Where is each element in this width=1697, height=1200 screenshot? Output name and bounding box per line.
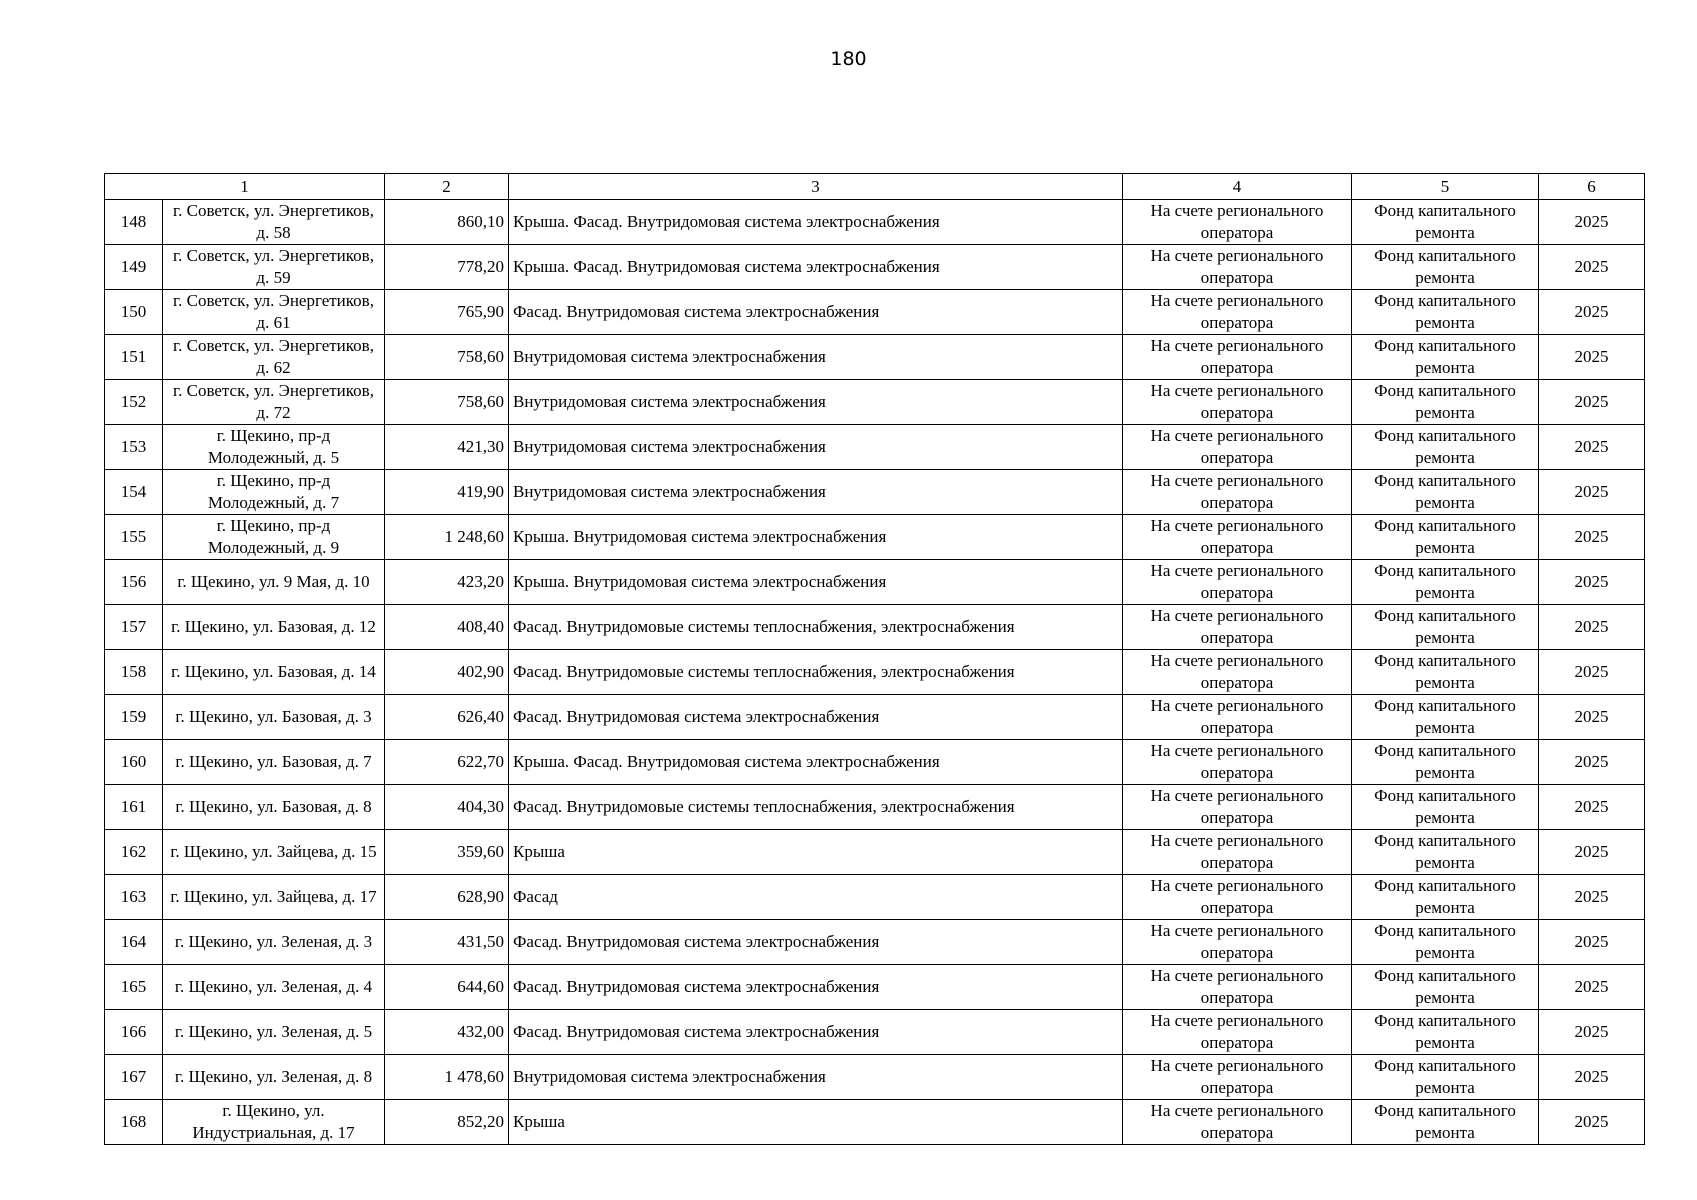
area-cell: 419,90: [385, 470, 509, 515]
repair-works-cell: Фасад. Внутридомовая система электроснабжения: [509, 1010, 1123, 1055]
area-cell: 404,30: [385, 785, 509, 830]
address-cell: г. Щекино, ул. Зеленая, д. 4: [163, 965, 385, 1010]
year-cell: 2025: [1539, 335, 1645, 380]
funding-source-cell: Фонд капитального ремонта: [1352, 605, 1539, 650]
repair-works-cell: Внутридомовая система электроснабжения: [509, 380, 1123, 425]
year-cell: 2025: [1539, 245, 1645, 290]
account-type-cell: На счете регионального оператора: [1123, 245, 1352, 290]
year-cell: 2025: [1539, 1055, 1645, 1100]
table-row: [105, 650, 1645, 695]
row-number-cell: 155: [105, 515, 163, 560]
row-number-cell: 154: [105, 470, 163, 515]
address-cell: г. Советск, ул. Энергетиков, д. 61: [163, 290, 385, 335]
row-number-cell: 160: [105, 740, 163, 785]
repair-works-cell: Внутридомовая система электроснабжения: [509, 335, 1123, 380]
column-header-5: 5: [1352, 174, 1539, 200]
table-row: [105, 830, 1645, 875]
year-cell: 2025: [1539, 425, 1645, 470]
address-cell: г. Щекино, ул. Базовая, д. 12: [163, 605, 385, 650]
area-cell: 852,20: [385, 1100, 509, 1145]
repair-works-cell: Фасад. Внутридомовые системы теплоснабжения, электроснабжения: [509, 650, 1123, 695]
account-type-cell: На счете регионального оператора: [1123, 785, 1352, 830]
column-header-3: 3: [509, 174, 1123, 200]
area-cell: 1 478,60: [385, 1055, 509, 1100]
row-number-cell: 162: [105, 830, 163, 875]
funding-source-cell: Фонд капитального ремонта: [1352, 245, 1539, 290]
funding-source-cell: Фонд капитального ремонта: [1352, 425, 1539, 470]
funding-source-cell: Фонд капитального ремонта: [1352, 785, 1539, 830]
repair-works-cell: Фасад. Внутридомовая система электроснабжения: [509, 695, 1123, 740]
table-row: [105, 695, 1645, 740]
row-number-cell: 168: [105, 1100, 163, 1145]
account-type-cell: На счете регионального оператора: [1123, 920, 1352, 965]
area-cell: 423,20: [385, 560, 509, 605]
year-cell: 2025: [1539, 560, 1645, 605]
account-type-cell: На счете регионального оператора: [1123, 290, 1352, 335]
funding-source-cell: Фонд капитального ремонта: [1352, 875, 1539, 920]
row-number-cell: 151: [105, 335, 163, 380]
column-header-4: 4: [1123, 174, 1352, 200]
year-cell: 2025: [1539, 380, 1645, 425]
column-number-row: [105, 174, 1645, 200]
row-number-cell: 165: [105, 965, 163, 1010]
row-number-cell: 156: [105, 560, 163, 605]
year-cell: 2025: [1539, 515, 1645, 560]
area-cell: 626,40: [385, 695, 509, 740]
funding-source-cell: Фонд капитального ремонта: [1352, 470, 1539, 515]
year-cell: 2025: [1539, 875, 1645, 920]
funding-source-cell: Фонд капитального ремонта: [1352, 560, 1539, 605]
year-cell: 2025: [1539, 785, 1645, 830]
repair-works-cell: Фасад. Внутридомовые системы теплоснабжения, электроснабжения: [509, 605, 1123, 650]
year-cell: 2025: [1539, 920, 1645, 965]
year-cell: 2025: [1539, 200, 1645, 245]
table-row: [105, 290, 1645, 335]
funding-source-cell: Фонд капитального ремонта: [1352, 1100, 1539, 1145]
row-number-cell: 152: [105, 380, 163, 425]
row-number-cell: 148: [105, 200, 163, 245]
account-type-cell: На счете регионального оператора: [1123, 470, 1352, 515]
account-type-cell: На счете регионального оператора: [1123, 515, 1352, 560]
row-number-cell: 153: [105, 425, 163, 470]
repair-works-cell: Крыша. Фасад. Внутридомовая система электроснабжения: [509, 740, 1123, 785]
table-row: [105, 200, 1645, 245]
area-cell: 421,30: [385, 425, 509, 470]
address-cell: г. Щекино, ул. Базовая, д. 3: [163, 695, 385, 740]
row-number-cell: 163: [105, 875, 163, 920]
repair-works-cell: Крыша: [509, 830, 1123, 875]
table-body: [105, 174, 1645, 1145]
area-cell: 431,50: [385, 920, 509, 965]
row-number-cell: 157: [105, 605, 163, 650]
row-number-cell: 159: [105, 695, 163, 740]
table-row: [105, 605, 1645, 650]
area-cell: 402,90: [385, 650, 509, 695]
account-type-cell: На счете регионального оператора: [1123, 200, 1352, 245]
account-type-cell: На счете регионального оператора: [1123, 1100, 1352, 1145]
table-row: [105, 1100, 1645, 1145]
repair-works-cell: Фасад. Внутридомовая система электроснабжения: [509, 920, 1123, 965]
area-cell: 778,20: [385, 245, 509, 290]
account-type-cell: На счете регионального оператора: [1123, 425, 1352, 470]
area-cell: 758,60: [385, 380, 509, 425]
area-cell: 628,90: [385, 875, 509, 920]
repair-works-cell: Крыша: [509, 1100, 1123, 1145]
year-cell: 2025: [1539, 695, 1645, 740]
repair-works-cell: Фасад. Внутридомовая система электроснабжения: [509, 290, 1123, 335]
funding-source-cell: Фонд капитального ремонта: [1352, 380, 1539, 425]
repair-works-cell: Фасад: [509, 875, 1123, 920]
row-number-cell: 149: [105, 245, 163, 290]
account-type-cell: На счете регионального оператора: [1123, 650, 1352, 695]
area-cell: 860,10: [385, 200, 509, 245]
table-row: [105, 245, 1645, 290]
address-cell: г. Щекино, ул. Зеленая, д. 3: [163, 920, 385, 965]
account-type-cell: На счете регионального оператора: [1123, 560, 1352, 605]
area-cell: 622,70: [385, 740, 509, 785]
funding-source-cell: Фонд капитального ремонта: [1352, 920, 1539, 965]
row-number-cell: 166: [105, 1010, 163, 1055]
account-type-cell: На счете регионального оператора: [1123, 830, 1352, 875]
area-cell: 758,60: [385, 335, 509, 380]
table-row: [105, 1055, 1645, 1100]
repair-works-cell: Крыша. Внутридомовая система электроснабжения: [509, 515, 1123, 560]
year-cell: 2025: [1539, 1100, 1645, 1145]
capital-repair-table: [104, 173, 1645, 1145]
year-cell: 2025: [1539, 650, 1645, 695]
funding-source-cell: Фонд капитального ремонта: [1352, 965, 1539, 1010]
address-cell: г. Советск, ул. Энергетиков, д. 62: [163, 335, 385, 380]
table-row: [105, 335, 1645, 380]
address-cell: г. Щекино, ул. Зайцева, д. 17: [163, 875, 385, 920]
repair-works-cell: Внутридомовая система электроснабжения: [509, 470, 1123, 515]
address-cell: г. Советск, ул. Энергетиков, д. 72: [163, 380, 385, 425]
page-number: 180: [830, 48, 867, 70]
address-cell: г. Щекино, ул. Зайцева, д. 15: [163, 830, 385, 875]
area-cell: 765,90: [385, 290, 509, 335]
year-cell: 2025: [1539, 290, 1645, 335]
table-row: [105, 380, 1645, 425]
account-type-cell: На счете регионального оператора: [1123, 1010, 1352, 1055]
table-row: [105, 1010, 1645, 1055]
account-type-cell: На счете регионального оператора: [1123, 875, 1352, 920]
table-row: [105, 560, 1645, 605]
account-type-cell: На счете регионального оператора: [1123, 1055, 1352, 1100]
area-cell: 359,60: [385, 830, 509, 875]
address-cell: г. Щекино, ул. 9 Мая, д. 10: [163, 560, 385, 605]
row-number-cell: 167: [105, 1055, 163, 1100]
address-cell: г. Щекино, пр-д Молодежный, д. 7: [163, 470, 385, 515]
row-number-cell: 161: [105, 785, 163, 830]
address-cell: г. Щекино, пр-д Молодежный, д. 5: [163, 425, 385, 470]
repair-works-cell: Крыша. Фасад. Внутридомовая система электроснабжения: [509, 245, 1123, 290]
address-cell: г. Щекино, ул. Базовая, д. 8: [163, 785, 385, 830]
repair-works-cell: Крыша. Внутридомовая система электроснабжения: [509, 560, 1123, 605]
year-cell: 2025: [1539, 605, 1645, 650]
area-cell: 1 248,60: [385, 515, 509, 560]
table-row: [105, 965, 1645, 1010]
repair-works-cell: Внутридомовая система электроснабжения: [509, 425, 1123, 470]
table-row: [105, 740, 1645, 785]
funding-source-cell: Фонд капитального ремонта: [1352, 200, 1539, 245]
row-number-cell: 158: [105, 650, 163, 695]
repair-works-cell: Внутридомовая система электроснабжения: [509, 1055, 1123, 1100]
funding-source-cell: Фонд капитального ремонта: [1352, 830, 1539, 875]
table-row: [105, 470, 1645, 515]
area-cell: 408,40: [385, 605, 509, 650]
address-cell: г. Щекино, ул. Зеленая, д. 8: [163, 1055, 385, 1100]
year-cell: 2025: [1539, 830, 1645, 875]
funding-source-cell: Фонд капитального ремонта: [1352, 290, 1539, 335]
year-cell: 2025: [1539, 1010, 1645, 1055]
account-type-cell: На счете регионального оператора: [1123, 605, 1352, 650]
address-cell: г. Щекино, ул. Базовая, д. 7: [163, 740, 385, 785]
account-type-cell: На счете регионального оператора: [1123, 740, 1352, 785]
repair-works-cell: Фасад. Внутридомовые системы теплоснабжения, электроснабжения: [509, 785, 1123, 830]
account-type-cell: На счете регионального оператора: [1123, 965, 1352, 1010]
area-cell: 644,60: [385, 965, 509, 1010]
column-header-6: 6: [1539, 174, 1645, 200]
repair-works-cell: Крыша. Фасад. Внутридомовая система электроснабжения: [509, 200, 1123, 245]
funding-source-cell: Фонд капитального ремонта: [1352, 1010, 1539, 1055]
funding-source-cell: Фонд капитального ремонта: [1352, 515, 1539, 560]
account-type-cell: На счете регионального оператора: [1123, 695, 1352, 740]
row-number-cell: 150: [105, 290, 163, 335]
column-header-1: 1: [105, 174, 385, 200]
address-cell: г. Советск, ул. Энергетиков, д. 58: [163, 200, 385, 245]
year-cell: 2025: [1539, 965, 1645, 1010]
table-row: [105, 425, 1645, 470]
table-row: [105, 920, 1645, 965]
row-number-cell: 164: [105, 920, 163, 965]
address-cell: г. Советск, ул. Энергетиков, д. 59: [163, 245, 385, 290]
area-cell: 432,00: [385, 1010, 509, 1055]
funding-source-cell: Фонд капитального ремонта: [1352, 650, 1539, 695]
account-type-cell: На счете регионального оператора: [1123, 380, 1352, 425]
funding-source-cell: Фонд капитального ремонта: [1352, 695, 1539, 740]
column-header-2: 2: [385, 174, 509, 200]
funding-source-cell: Фонд капитального ремонта: [1352, 335, 1539, 380]
table-row: [105, 875, 1645, 920]
repair-works-cell: Фасад. Внутридомовая система электроснабжения: [509, 965, 1123, 1010]
account-type-cell: На счете регионального оператора: [1123, 335, 1352, 380]
address-cell: г. Щекино, ул. Зеленая, д. 5: [163, 1010, 385, 1055]
funding-source-cell: Фонд капитального ремонта: [1352, 740, 1539, 785]
year-cell: 2025: [1539, 470, 1645, 515]
funding-source-cell: Фонд капитального ремонта: [1352, 1055, 1539, 1100]
address-cell: г. Щекино, ул. Базовая, д. 14: [163, 650, 385, 695]
address-cell: г. Щекино, ул. Индустриальная, д. 17: [163, 1100, 385, 1145]
address-cell: г. Щекино, пр-д Молодежный, д. 9: [163, 515, 385, 560]
table-row: [105, 785, 1645, 830]
year-cell: 2025: [1539, 740, 1645, 785]
table-row: [105, 515, 1645, 560]
